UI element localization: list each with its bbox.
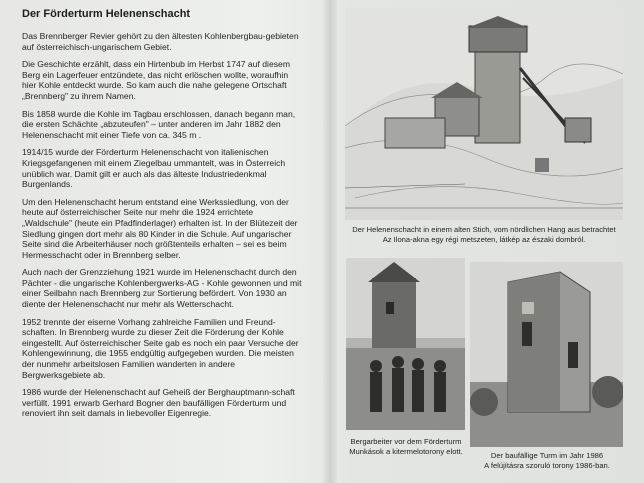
text-column <box>22 31 304 426</box>
tower-1986-caption <box>468 451 626 470</box>
board-fold <box>323 0 337 483</box>
paragraph-1986: 1986 wurde der Helenenschacht auf Geheiß der Berghauptmann-schaft verfüllt. 1991 erwarb Gerhard Bogner den baufälligen Förderturm und renoviert ihn seit damals in liebevoller Eigenregie. <box>22 387 295 419</box>
engraving-caption <box>342 225 626 244</box>
paragraph-shafts: Bis 1858 wurde die Kohle im Tagbau erschlossen, danach begann man, die ersten Schächte „abzuteufen" – unter anderen im Jahr 1882 den Helenenschacht mit einer Tiefe von ca. 345 m . <box>22 108 296 140</box>
paragraph-tower-1914: 1914/15 wurde der Förderturm Helenenschacht von italienischen Kriegsgefangenen mit einem Ziegelbau ummantelt, was in Österreich unüblich war. Damit gilt er auch als das älteste Industriedenkmal Burgenlands. <box>22 147 286 190</box>
paragraph-1952: 1952 trennte der eiserne Vorhang zahlreiche Familien und Freund-schaften. In Brennberg wurde zu dieser Zeit die Förderung der Kohle eingestellt. Auf österreichischer Seite gab es noch ein paar Versuche der Kohlengewinnung, die 1955 endgültig aufgegeben wurden. Die meisten der nunmehr arbeitslosen Familien wanderten in andere Bergwerksgebiete ab. <box>22 316 299 380</box>
tower-1986-caption-de: Der baufällige Turm im Jahr 1986 <box>490 451 604 460</box>
tower-1986-photo <box>470 262 623 447</box>
paragraph-settlement: Um den Helenenschacht herum entstand eine Werkssiedlung, von der heute auf österreichischer Seite nur mehr die 1924 errichtete „Waldschule" (heute ein Pfadfinderlager) erhalten ist. In der Blütezeit der Siedlung gingen dort mehr als 80 Kinder in die Schule. Auf ungarischer Seite sind die Arbeiterhäuser noch größtenteils erhalten – sei es beim Hermesschacht oder in Brennberg selber. <box>22 196 298 260</box>
tower-1986-caption-hu: A felújításra szoruló torony 1986-ban. <box>484 460 610 470</box>
miners-caption <box>340 437 472 456</box>
paragraph-intro: Das Brennberger Revier gehört zu den ältesten Kohlenbergbau-gebieten auf österreichisch-ungarischem Gebiet. <box>22 31 299 52</box>
paragraph-history: Die Geschichte erzählt, dass ein Hirtenbub im Herbst 1747 auf diesem Berg ein Lagerfeuer entzündete, das nicht erlöschen wollte, woraufhin hier Kohle entdeckt wurde. So kam auch die nahe gelegene Ortschaft „Brennberg" zu ihrem Namen. <box>22 59 290 101</box>
paragraph-1921: Auch nach der Grenzziehung 1921 wurde im Helenenschacht durch den Pächter - die ungarische Kohlenbergwerks-AG - Kohle gewonnen und mit einer Seilbahn nach Brennberg zur Sortierung befördert. Von 1930 an diente der Helenenschacht nur mehr als Wetterschacht. <box>22 267 302 310</box>
miners-caption-de: Bergarbeiter vor dem Förderturm <box>350 437 462 446</box>
page-title: Der Förderturm Helenenschacht <box>22 8 191 20</box>
engraving-caption-hu: Az Ilona-akna egy régi metszeten, látkép az északi dombról. <box>382 234 586 244</box>
miners-caption-hu: Munkások a kitermelotorony elott. <box>349 446 463 456</box>
engraving-caption-de: Der Helenenschacht in einem alten Stich, vom nördlichen Hang aus betrachtet <box>352 225 616 234</box>
miners-photo <box>346 258 465 430</box>
engraving-image <box>345 8 623 220</box>
